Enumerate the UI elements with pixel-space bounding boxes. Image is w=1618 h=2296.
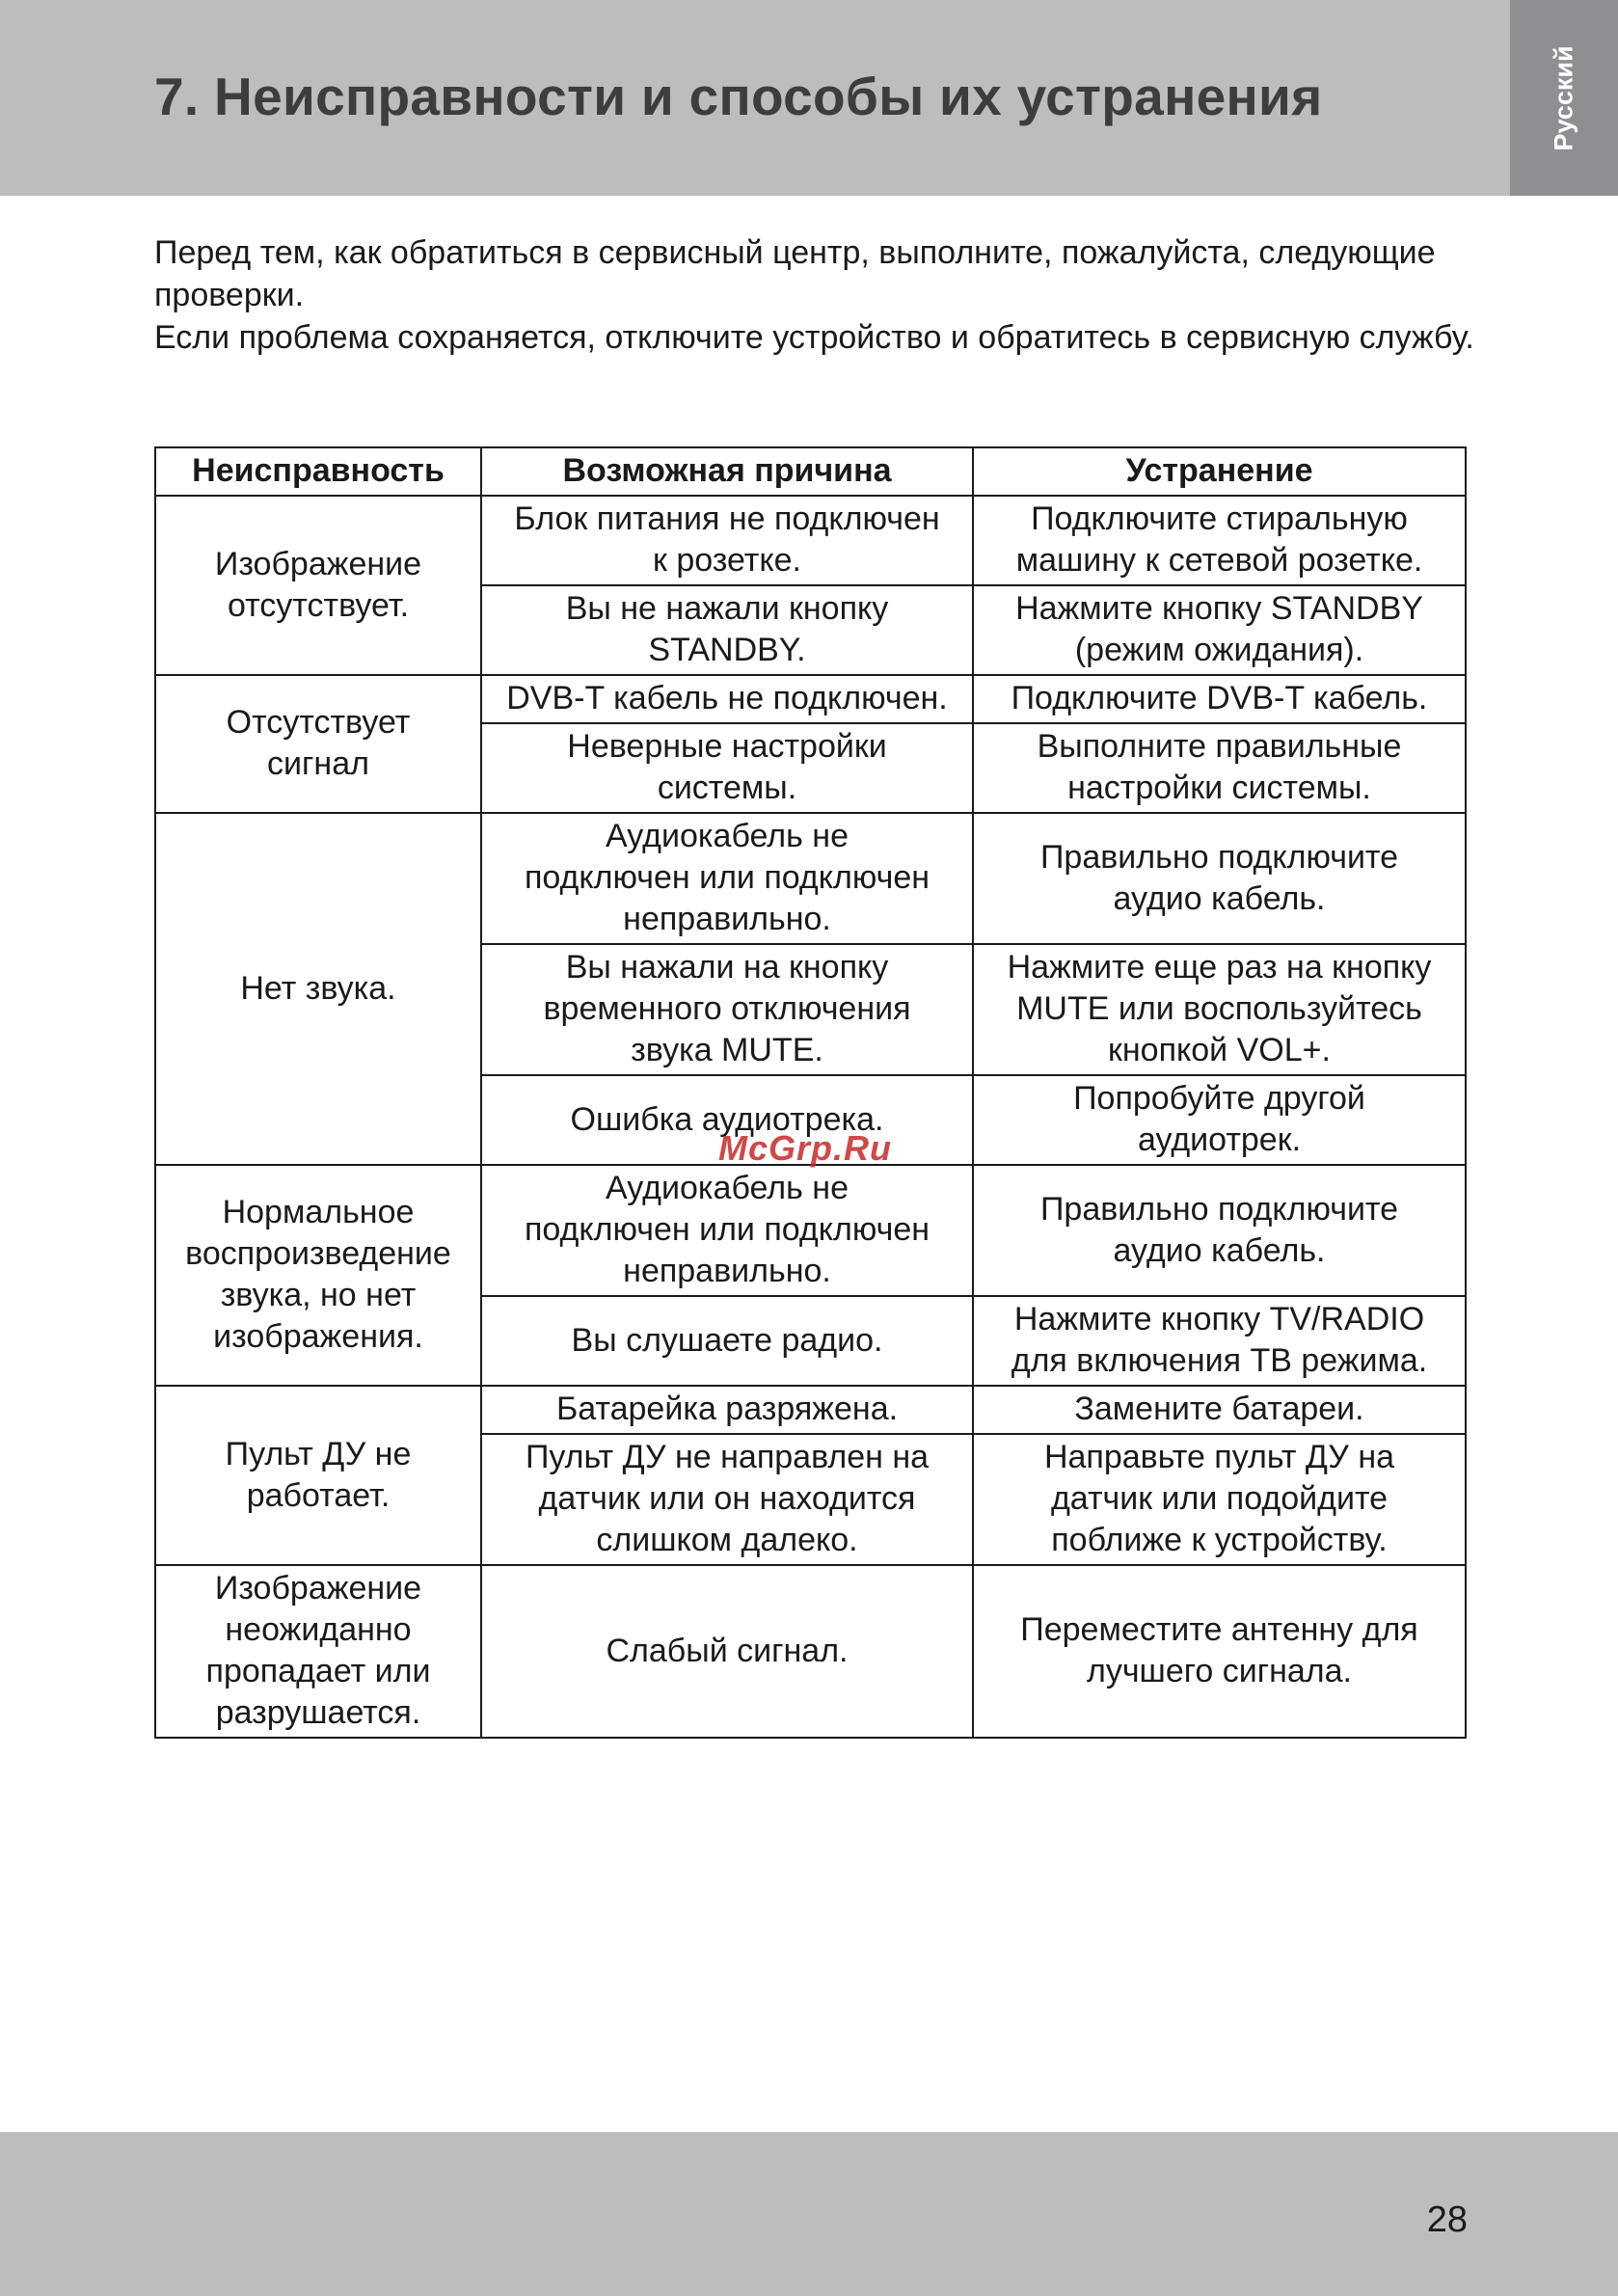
page-title: 7. Неисправности и способы их устранения xyxy=(154,67,1323,126)
table-row xyxy=(155,675,1466,723)
table-row xyxy=(155,813,1466,944)
table-row xyxy=(155,1165,1466,1296)
fix-cell: Нажмите кнопку TV/RADIO для включения ТВ режима. xyxy=(973,1296,1466,1386)
intro-paragraph-1: Перед тем, как обратиться в сервисный центр, выполните, пожалуйста, следующие проверки. xyxy=(154,234,1436,313)
cause-cell: Блок питания не подключен к розетке. xyxy=(481,496,973,585)
fix-cell: Попробуйте другой аудиотрек. xyxy=(973,1075,1466,1165)
watermark-text: McGrp.Ru xyxy=(718,1128,893,1168)
page-number: 28 xyxy=(1426,2200,1468,2240)
table-row xyxy=(155,1386,1466,1434)
cause-cell: DVB-T кабель не подключен. xyxy=(481,675,973,723)
fix-cell: Выполните правильные настройки системы. xyxy=(973,723,1466,813)
problem-cell: Нет звука. xyxy=(155,813,481,1165)
footer-bar xyxy=(0,2132,1618,2296)
cause-cell: Аудиокабель не подключен или подключен неправильно. xyxy=(481,1165,973,1296)
cause-cell: Пульт ДУ не направлен на датчик или он находится слишком далеко. xyxy=(481,1434,973,1565)
fix-cell: Нажмите кнопку STANDBY (режим ожидания). xyxy=(973,585,1466,675)
cause-cell: Вы не нажали кнопку STANDBY. xyxy=(481,585,973,675)
troubleshooting-table xyxy=(154,446,1467,1739)
fix-cell: Направьте пульт ДУ на датчик или подойдите поближе к устройству. xyxy=(973,1434,1466,1565)
problem-cell: Пульт ДУ не работает. xyxy=(155,1386,481,1565)
header-problem: Неисправность xyxy=(155,447,481,496)
fix-cell: Подключите DVB-T кабель. xyxy=(973,675,1466,723)
header-fix: Устранение xyxy=(973,447,1466,496)
fix-cell: Подключите стиральную машину к сетевой розетке. xyxy=(973,496,1466,585)
fix-cell: Замените батареи. xyxy=(973,1386,1466,1434)
fix-cell: Правильно подключите аудио кабель. xyxy=(973,1165,1466,1296)
cause-cell: Слабый сигнал. xyxy=(481,1565,973,1738)
fix-cell: Переместите антенну для лучшего сигнала. xyxy=(973,1565,1466,1738)
problem-cell: Изображение отсутствует. xyxy=(155,496,481,675)
cause-cell: Аудиокабель не подключен или подключен неправильно. xyxy=(481,813,973,944)
header-bar xyxy=(0,0,1618,196)
table-row xyxy=(155,1565,1466,1738)
intro-paragraph-2: Если проблема сохраняется, отключите устройство и обратитесь в сервисную службу. xyxy=(154,319,1474,356)
problem-cell: Нормальное воспроизведение звука, но нет изображения. xyxy=(155,1165,481,1386)
cause-cell: Вы нажали на кнопку временного отключения звука MUTE. xyxy=(481,944,973,1075)
header-cause: Возможная причина xyxy=(481,447,973,496)
cause-cell: Ошибка аудиотрека. xyxy=(481,1075,973,1165)
problem-cell: Изображение неожиданно пропадает или разрушается. xyxy=(155,1565,481,1738)
cause-cell: Вы слушаете радио. xyxy=(481,1296,973,1386)
cause-cell: Батарейка разряжена. xyxy=(481,1386,973,1434)
table-header-row xyxy=(155,447,1466,496)
fix-cell: Нажмите еще раз на кнопку MUTE или воспользуйтесь кнопкой VOL+. xyxy=(973,944,1466,1075)
language-tab xyxy=(1510,0,1618,196)
fix-cell: Правильно подключите аудио кабель. xyxy=(973,813,1466,944)
cause-cell: Неверные настройки системы. xyxy=(481,723,973,813)
problem-cell: Отсутствует сигнал xyxy=(155,675,481,813)
table-row xyxy=(155,496,1466,585)
language-tab-label: Русский xyxy=(1549,45,1578,151)
intro-text xyxy=(154,231,1485,359)
